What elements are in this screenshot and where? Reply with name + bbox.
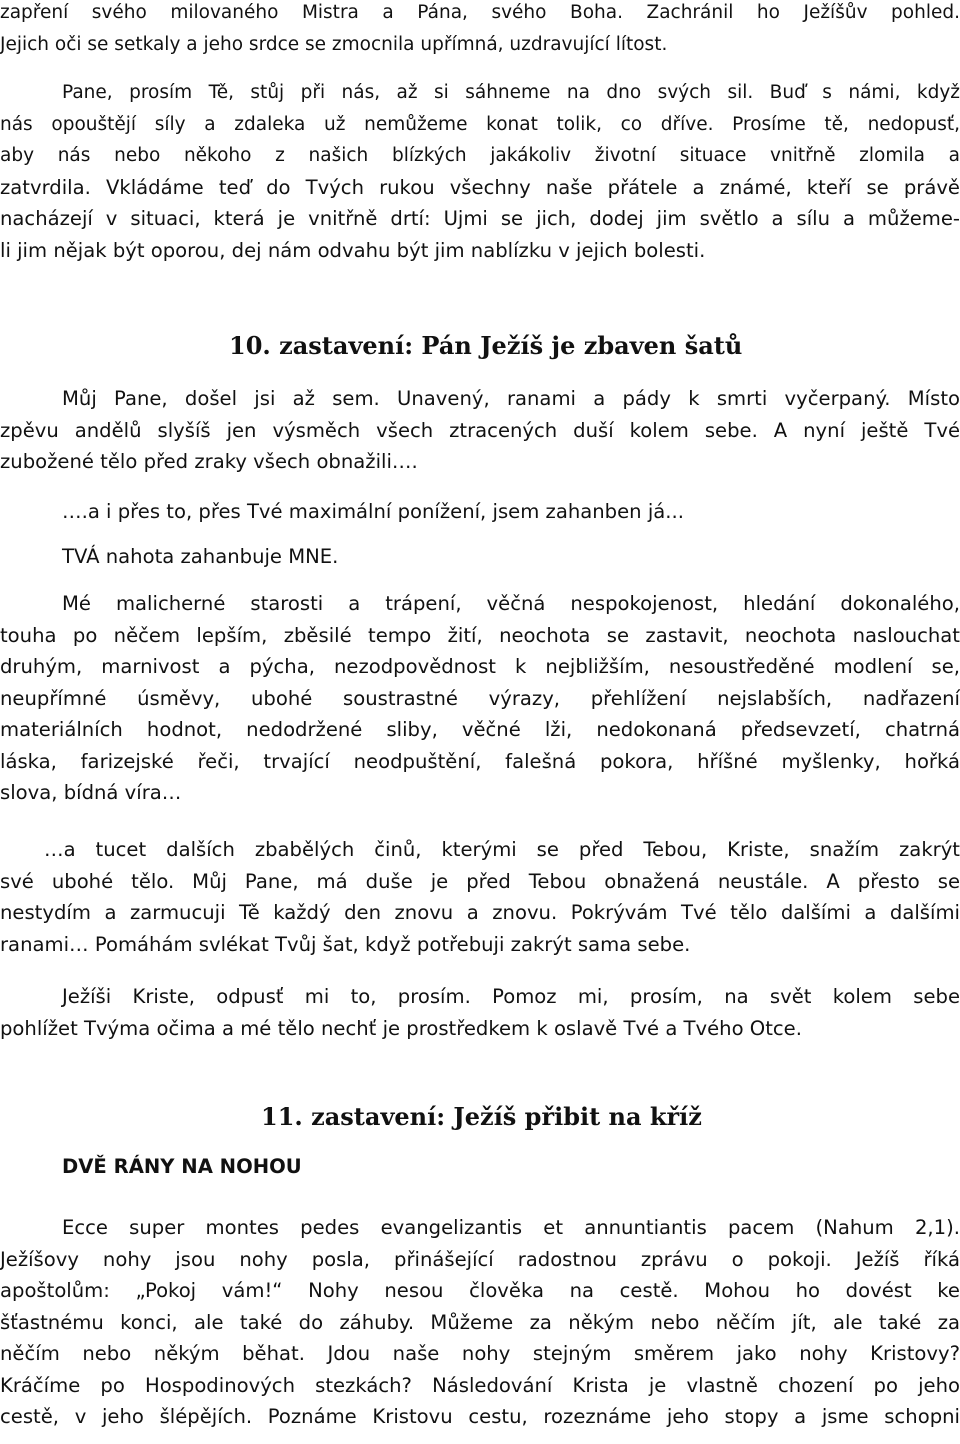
text-line: Ecce super montes pedes evangelizantis et annuntiantis pacem (Nahum 2,1).	[62, 1216, 960, 1239]
text-line: aby nás nebo někoho z našich blízkých jakákoliv životní situace vnitřně zlomila a	[0, 145, 960, 166]
text-line: li jim nějak být oporou, dej nám odvahu být jim nablízku v jejich bolesti.	[0, 238, 706, 262]
station-10-paragraph-5	[0, 834, 960, 960]
text-line: ….a i přes to, přes Tvé maximální ponížení, jsem zahanben já...	[62, 500, 684, 523]
station-10-paragraph-2	[0, 496, 960, 528]
prayer-paragraph	[0, 77, 960, 266]
text-line: touha po něčem lepším, zběsilé tempo žití, neochota se zastavit, neochota naslouchat	[0, 623, 960, 647]
text-line: apoštolům: „Pokoj vám!“ Nohy nesou člověka na cestě. Mohou ho dovést ke	[0, 1279, 960, 1302]
text-line: cestě, v jeho šlépějích. Poznáme Kristovu cestu, rozeznáme jeho stopy a jsme schopni	[0, 1405, 960, 1428]
text-line: nás opouštějí síly a zdaleka už nemůžeme konat tolik, co dříve. Prosíme tě, nedopusť,	[0, 113, 960, 135]
text-line: slova, bídná víra…	[0, 781, 182, 804]
text-line: své ubohé tělo. Můj Pane, má duše je před Tebou obnažená neustále. A přesto se	[0, 869, 960, 893]
station-11-paragraph-1	[0, 1212, 960, 1433]
text-line: Můj Pane, došel jsi až sem. Unavený, ranami a pády k smrti vyčerpaný. Místo	[62, 387, 960, 410]
text-line: Ježíšovy nohy jsou nohy posla, přinášející radostnou zprávu o pokoji. Ježíš říká	[0, 1247, 960, 1271]
text-line: Mé malicherné starosti a trápení, věčná nespokojenost, hledání dokonalého,	[62, 592, 960, 615]
text-line: zapření svého milovaného Mistra a Pána, svého Boha. Zachránil ho Ježíšův pohled.	[0, 2, 960, 23]
text-line: zatvrdila. Vkládáme teď do Tvých rukou všechny naše přátele a známé, kteří se právě	[0, 175, 960, 199]
text-line: TVÁ nahota zahanbuje MNE.	[62, 545, 339, 568]
station-10-paragraph-6	[0, 981, 960, 1044]
text-line: nacházejí v situaci, která je vnitřně drtí: Ujmi se jich, dodej jim světlo a sílu a můžeme-	[0, 207, 960, 230]
text-line: Ježíši Kriste, odpusť mi to, prosím. Pomoz mi, prosím, na svět kolem sebe	[62, 985, 960, 1008]
text-line: láska, farizejské řeči, trvající neodpuštění, falešná pokora, hříšné myšlenky, hořká	[0, 749, 960, 773]
text-line: …a tucet dalších zbabělých činů, kterými se před Tebou, Kriste, snažím zakrýt	[44, 838, 960, 861]
text-line: neupřímné úsměvy, ubohé soustrastné výrazy, přehlížení nejslabších, nadřazení	[0, 686, 960, 710]
text-line: zpěvu andělů slyšíš jen výsměch všech ztracených duší kolem sebe. A nyní ještě Tvé	[0, 418, 960, 442]
station-10-heading: 10. zastavení: Pán Ježíš je zbaven šatů	[229, 331, 743, 360]
station-11-subheading: DVĚ RÁNY NA NOHOU	[62, 1155, 302, 1178]
text-line: zubožené tělo před zraky všech obnažili….	[0, 450, 418, 473]
text-line: druhým, marnivost a pýcha, nezodpovědnost k nejbližším, nesoustředěné modlení se,	[0, 655, 960, 678]
station-10-paragraph-1	[0, 383, 960, 478]
text-line: něčím nebo někým běhat. Jdou naše nohy stejným směrem jako nohy Kristovy?	[0, 1342, 960, 1365]
text-line: nestydím a zarmucuji Tě každý den znovu a znovu. Pokrývám Tvé tělo dalšími a dalšími	[0, 901, 960, 924]
text-line: Pane, prosím Tě, stůj při nás, až si sáhneme na dno svých sil. Buď s námi, když	[62, 82, 960, 103]
station-11-heading: 11. zastavení: Ježíš přibit na kříž	[261, 1102, 702, 1131]
intro-paragraph	[0, 0, 960, 60]
station-10-paragraph-4	[0, 588, 960, 809]
text-line: ranami… Pomáhám svlékat Tvůj šat, když potřebuji zakrýt sama sebe.	[0, 932, 691, 956]
text-line: Jejich oči se setkaly a jeho srdce se zmocnila upřímná, uzdravující lítost.	[0, 33, 668, 55]
text-line: šťastnému konci, ale také do záhuby. Můžeme za někým nebo něčím jít, ale také za	[0, 1310, 960, 1334]
station-10-paragraph-3	[0, 541, 960, 573]
text-line: pohlížet Tvýma očima a mé tělo nechť je prostředkem k oslavě Tvé a Tvého Otce.	[0, 1016, 802, 1040]
text-line: materiálních hodnot, nedodržené sliby, věčné lži, nedokonaná předsevzetí, chatrná	[0, 718, 960, 741]
text-line: Kráčíme po Hospodinových stezkách? Následování Krista je vlastně chození po jeho	[0, 1373, 960, 1397]
